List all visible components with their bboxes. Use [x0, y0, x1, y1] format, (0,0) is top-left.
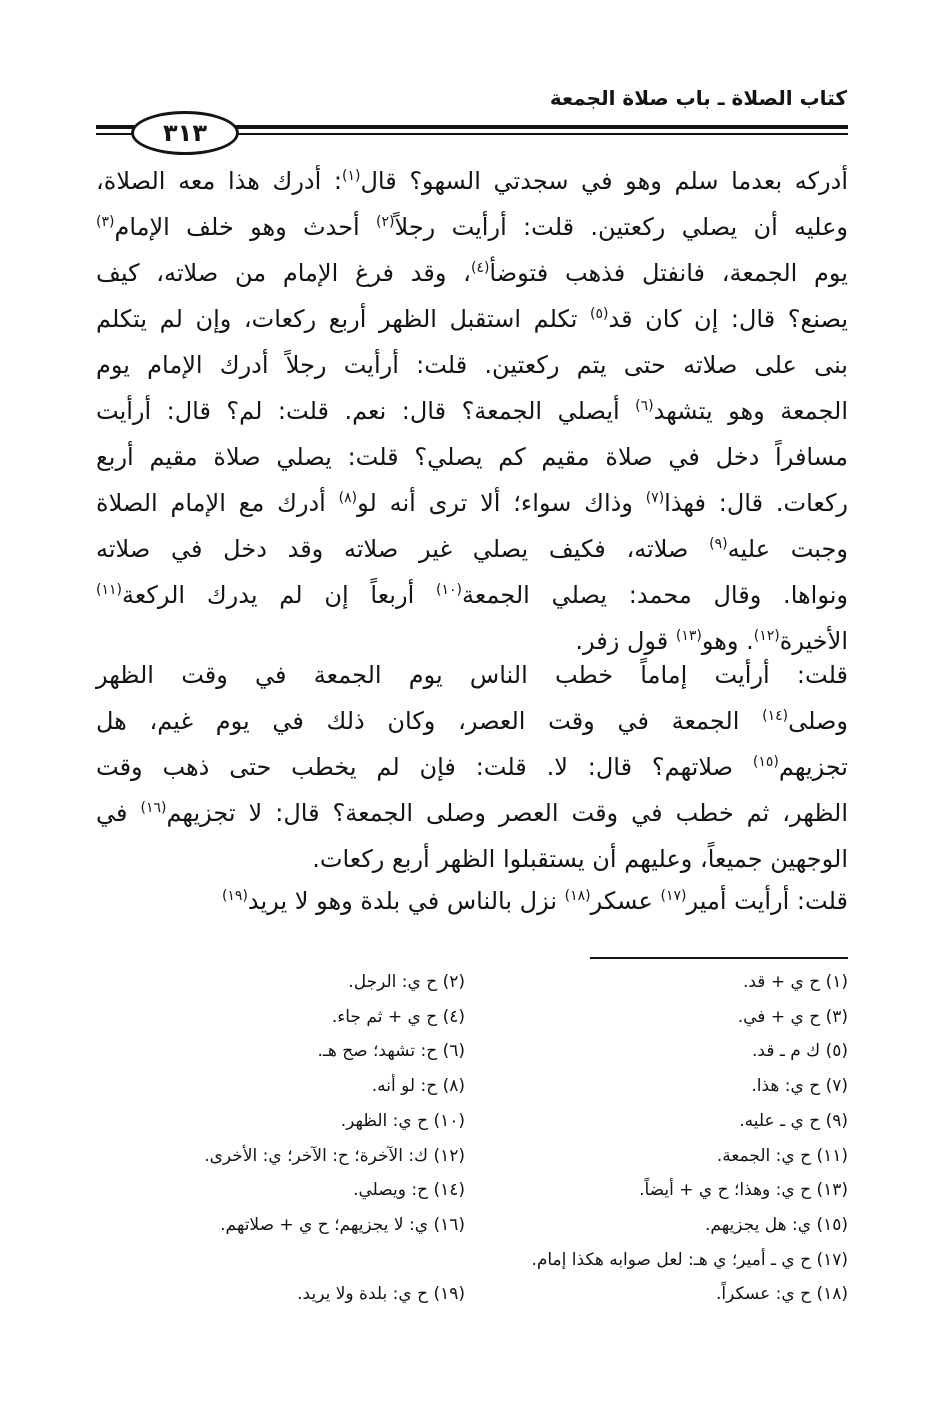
footnote: (٢) ح ي: الرجل. — [348, 972, 465, 992]
text-line — [96, 342, 848, 388]
text-segment: يوم الجمعة، فانفتل فذهب فتوضأ — [489, 259, 848, 287]
text-line — [96, 480, 848, 526]
text-segment: الجمعة وهو يتشهد — [653, 397, 848, 425]
text-segment: الظهر، ثم خطب في وقت العصر وصلى الجمعة؟ قال: لا تجزيهم — [166, 799, 849, 827]
footnote-reference: (١) — [342, 168, 361, 184]
text-line — [96, 434, 848, 480]
text-line — [96, 744, 848, 790]
text-segment: . وهو — [701, 627, 754, 655]
footnote: (١٦) ي: لا يجزيهم؛ ح ي + صلاتهم. — [220, 1214, 465, 1235]
text-segment: أيصلي الجمعة؟ قال: نعم. قلت: لم؟ قال: أرأيت — [96, 397, 636, 425]
footnote-reference: (٧) — [645, 490, 665, 506]
text-segment: قلت: أرأيت أمير — [686, 887, 848, 915]
footnote-reference: (٦) — [635, 398, 654, 414]
footnote-reference: (٢) — [376, 214, 395, 230]
text-segment: أدركه بعدما سلم وهو في سجدتي السهو؟ قال — [360, 167, 848, 195]
page-number: ٣١٣ — [131, 111, 239, 155]
footnote: (١٣) ح ي: وهذا؛ ح ي + أيضاً. — [639, 1180, 848, 1201]
footnote-reference: (٤) — [470, 260, 490, 276]
footnote-separator — [590, 957, 848, 959]
footnote-reference: (١٠) — [436, 582, 462, 598]
text-segment: مسافراً دخل في صلاة مقيم كم يصلي؟ قلت: يصلي صلاة مقيم أربع — [96, 443, 848, 471]
text-segment: وذاك سواء؛ ألا ترى أنه لو — [357, 489, 646, 517]
footnote-reference: (١٩) — [221, 888, 248, 904]
text-line — [96, 388, 848, 434]
footnote-reference: (١٥) — [752, 754, 779, 770]
footnote-reference: (١٢) — [753, 628, 780, 644]
footnote: (٤) ح ي + ثم جاء. — [331, 1006, 465, 1027]
text-line — [96, 790, 848, 836]
text-segment: تجزيهم — [778, 753, 848, 781]
footnote: (١٢) ك: الآخرة؛ ح: الآخر؛ ي: الأخرى. — [204, 1145, 465, 1166]
footnote: (١٨) ح ي: عسكراً. — [716, 1284, 848, 1305]
footnote: (٩) ح ي ـ عليه. — [739, 1110, 848, 1131]
footnote: (١) ح ي + قد. — [742, 972, 848, 992]
text-segment: أربعاً إن لم يدرك الركعة — [121, 581, 437, 609]
text-segment: صلاتهم؟ قال: لا. قلت: فإن لم يخطب حتى ذهب وقت — [96, 753, 753, 781]
text-line — [96, 652, 848, 698]
text-segment: وصلى — [788, 707, 848, 735]
footnote: (٦) ح: تشهد؛ صح هـ. — [317, 1041, 465, 1062]
text-segment: صلاته، فكيف يصلي غير صلاته وقد دخل في صلاته — [96, 535, 710, 563]
text-segment: وجبت عليه — [727, 535, 848, 563]
footnote-reference: (٥) — [590, 306, 609, 322]
footnotes-left-column — [90, 972, 465, 1332]
footnote-reference: (١١) — [96, 582, 122, 598]
footnote-reference: (١٣) — [675, 628, 702, 644]
text-segment: الوجهين جميعاً، وعليهم أن يستقبلوا الظهر أربع ركعات. — [312, 845, 848, 873]
paragraph-1 — [96, 158, 848, 664]
text-segment: قلت: أرأيت إماماً خطب الناس يوم الجمعة في وقت الظهر — [96, 661, 848, 689]
footnote-reference: (٨) — [338, 490, 358, 506]
footnote-reference: (١٨) — [564, 888, 591, 904]
footnote-reference: (٣) — [96, 214, 115, 230]
paragraph-2 — [96, 652, 848, 882]
text-segment: ، وقد فرغ الإمام من صلاته، كيف — [96, 259, 471, 287]
text-line — [96, 836, 848, 882]
footnote: (١٧) ح ي ـ أمير؛ ي هـ: لعل صوابه هكذا إمام. — [531, 1249, 848, 1270]
footnote-reference: (٩) — [709, 536, 728, 552]
footnote: (١٤) ح: ويصلي. — [353, 1180, 465, 1201]
text-line — [96, 250, 848, 296]
text-segment: قول زفر. — [575, 627, 676, 655]
text-segment: بنى على صلاته حتى يتم ركعتين. قلت: أرأيت رجلاً أدرك الإمام يوم — [96, 351, 848, 379]
text-line — [96, 158, 848, 204]
text-line — [96, 878, 848, 924]
text-segment: ركعات. قال: فهذا — [664, 489, 848, 517]
footnote: (٥) ك م ـ قد. — [752, 1041, 848, 1062]
text-line — [96, 526, 848, 572]
text-segment: تكلم استقبل الظهر أربع ركعات، وإن لم يتكلم — [96, 305, 591, 333]
text-line — [96, 204, 848, 250]
text-segment: عسكر — [590, 887, 661, 915]
text-segment: أدرك مع الإمام الصلاة — [96, 489, 339, 517]
text-segment: الجمعة في وقت العصر، وكان ذلك في يوم غيم، هل — [96, 707, 763, 735]
text-line — [96, 296, 848, 342]
footnote: (١٠) ح ي: الظهر. — [340, 1110, 465, 1131]
text-line — [96, 572, 848, 618]
text-segment: : أدرك هذا معه الصلاة، — [96, 167, 342, 195]
text-segment: يصنع؟ قال: إن كان قد — [608, 305, 849, 333]
text-segment: نزل بالناس في بلدة وهو لا يريد — [247, 887, 565, 915]
footnote-reference: (١٧) — [660, 888, 687, 904]
text-line — [96, 698, 848, 744]
paragraph-3 — [96, 878, 848, 924]
footnote-reference: (١٤) — [762, 708, 789, 724]
text-segment: وعليه أن يصلي ركعتين. قلت: أرأيت رجلاً — [394, 213, 849, 241]
footnote: (٣) ح ي + في. — [737, 1006, 848, 1027]
text-segment: الأخيرة — [779, 627, 848, 655]
running-title: كتاب الصلاة ـ باب صلاة الجمعة — [549, 86, 847, 110]
footnote: (١١) ح ي: الجمعة. — [716, 1145, 848, 1166]
footnote: (١٥) ي: هل يجزيهم. — [705, 1214, 848, 1235]
footnotes-right-column — [490, 972, 848, 1332]
text-segment: في — [96, 799, 141, 827]
text-segment: أحدث وهو خلف الإمام — [114, 213, 377, 241]
footnote: (٨) ح: لو أنه. — [371, 1076, 465, 1097]
footnote: (١٩) ح ي: بلدة ولا يريد. — [297, 1284, 465, 1305]
text-segment: ونواها. وقال محمد: يصلي الجمعة — [462, 581, 848, 609]
footnote-reference: (١٦) — [140, 800, 167, 816]
footnote: (٧) ح ي: هذا. — [751, 1076, 848, 1097]
